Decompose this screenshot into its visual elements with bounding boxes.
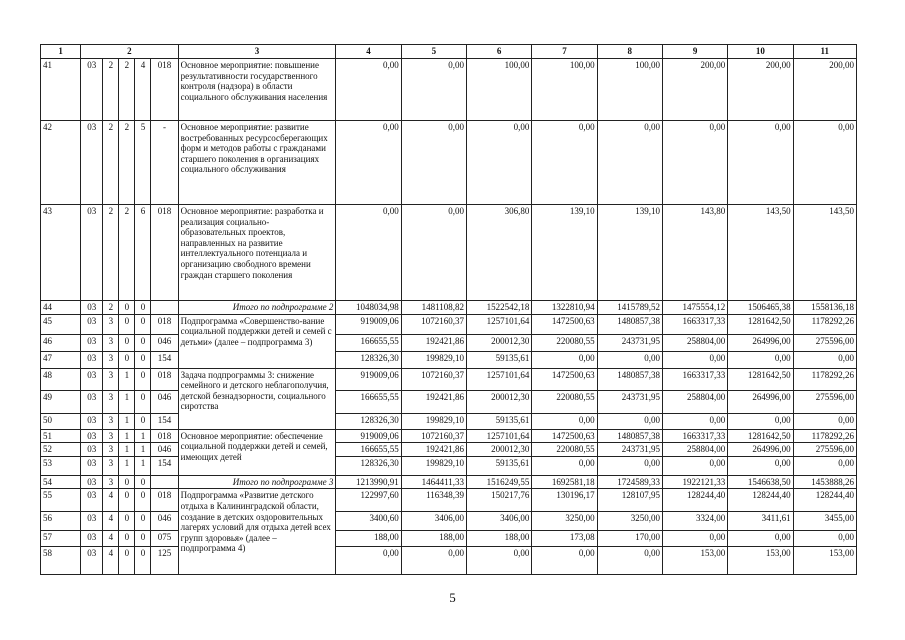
value-cell: 116348,39	[401, 489, 466, 512]
value-cell: 199829,10	[401, 456, 466, 475]
value-cell: 200,00	[728, 59, 793, 121]
value-cell: 0,00	[401, 59, 466, 121]
row-number: 42	[41, 121, 81, 205]
code-cell: 046	[151, 334, 178, 351]
code-cell: 1	[119, 456, 135, 475]
table-row	[41, 59, 857, 121]
header-row	[41, 45, 857, 59]
value-cell: 166655,55	[336, 390, 401, 413]
code-cell: 1	[119, 368, 135, 390]
value-cell: 100,00	[532, 59, 597, 121]
header-cell: 5	[401, 45, 466, 59]
code-cell: 03	[81, 59, 103, 121]
value-cell: 0,00	[662, 413, 727, 429]
code-cell: 03	[81, 390, 103, 413]
code-cell: 0	[135, 314, 151, 334]
description-cell: Основное мероприятие: повышение результативности государственного контроля (надзора) в области социального обслуживания населения	[178, 59, 336, 121]
code-cell: 03	[81, 512, 103, 531]
value-cell: 1178292,26	[793, 429, 856, 443]
value-cell: 1072160,37	[401, 429, 466, 443]
table-body	[41, 45, 857, 575]
code-cell: 0	[119, 351, 135, 368]
code-cell: 1	[119, 443, 135, 457]
code-cell: 018	[151, 205, 178, 301]
value-cell: 1322810,94	[532, 301, 597, 315]
budget-table	[40, 44, 857, 575]
code-cell: 03	[81, 205, 103, 301]
value-cell: 1481108,82	[401, 301, 466, 315]
value-cell: 3250,00	[597, 512, 662, 531]
row-number: 46	[41, 334, 81, 351]
description-cell: Подпрограмма «Развитие детского отдыха в Калининградской области, создание в детских оздоровительных лагерях условий для отдыха детей всех групп здоровья» (далее – подпрограмма 4)	[178, 489, 336, 575]
value-cell: 3455,00	[793, 512, 856, 531]
value-cell: 166655,55	[336, 443, 401, 457]
value-cell: 100,00	[467, 59, 532, 121]
value-cell: 0,00	[662, 531, 727, 547]
code-cell	[151, 475, 178, 489]
header-cell: 3	[178, 45, 336, 59]
value-cell: 139,10	[597, 205, 662, 301]
value-cell: 1724589,33	[597, 475, 662, 489]
code-cell: 0	[135, 489, 151, 512]
value-cell: 153,00	[662, 547, 727, 575]
code-cell: 0	[135, 531, 151, 547]
code-cell: 0	[119, 489, 135, 512]
code-cell: 3	[103, 368, 119, 390]
value-cell: 0,00	[793, 531, 856, 547]
value-cell: 128326,30	[336, 351, 401, 368]
row-number: 54	[41, 475, 81, 489]
value-cell: 1663317,33	[662, 429, 727, 443]
table-row	[41, 547, 857, 575]
code-cell: 03	[81, 368, 103, 390]
value-cell: 1257101,64	[467, 368, 532, 390]
code-cell: 2	[119, 59, 135, 121]
code-cell: 03	[81, 475, 103, 489]
code-cell: 046	[151, 390, 178, 413]
value-cell: 200012,30	[467, 334, 532, 351]
code-cell: 03	[81, 314, 103, 334]
code-cell: 1	[135, 456, 151, 475]
code-cell: 2	[103, 301, 119, 315]
code-cell: 2	[103, 59, 119, 121]
value-cell: 0,00	[793, 351, 856, 368]
row-number: 49	[41, 390, 81, 413]
value-cell: 919009,06	[336, 368, 401, 390]
code-cell: 2	[119, 121, 135, 205]
code-cell: 018	[151, 429, 178, 443]
value-cell: 143,50	[728, 205, 793, 301]
code-cell: 03	[81, 443, 103, 457]
code-cell: 1	[135, 443, 151, 457]
code-cell: 3	[103, 443, 119, 457]
code-cell: 03	[81, 413, 103, 429]
table-row	[41, 301, 857, 315]
value-cell: 0,00	[793, 456, 856, 475]
value-cell: 188,00	[467, 531, 532, 547]
value-cell: 153,00	[728, 547, 793, 575]
value-cell: 188,00	[401, 531, 466, 547]
row-number: 43	[41, 205, 81, 301]
value-cell: 0,00	[532, 413, 597, 429]
code-cell: 0	[119, 512, 135, 531]
code-cell: 0	[135, 512, 151, 531]
value-cell: 0,00	[336, 121, 401, 205]
value-cell: 0,00	[597, 547, 662, 575]
value-cell: 1475554,12	[662, 301, 727, 315]
value-cell: 1453888,26	[793, 475, 856, 489]
code-cell: 4	[103, 531, 119, 547]
value-cell: 1178292,26	[793, 368, 856, 390]
value-cell: 1480857,38	[597, 314, 662, 334]
value-cell: 0,00	[662, 351, 727, 368]
value-cell: 0,00	[401, 547, 466, 575]
code-cell: 4	[135, 59, 151, 121]
code-cell: 03	[81, 301, 103, 315]
description-cell: Основное мероприятие: обеспечение социальной поддержки детей и семей, имеющих детей	[178, 429, 336, 475]
code-cell: 0	[119, 334, 135, 351]
code-cell: 018	[151, 314, 178, 334]
value-cell: 0,00	[728, 351, 793, 368]
row-number: 50	[41, 413, 81, 429]
value-cell: 0,00	[728, 413, 793, 429]
header-cell: 4	[336, 45, 401, 59]
value-cell: 139,10	[532, 205, 597, 301]
row-number: 57	[41, 531, 81, 547]
value-cell: 1472500,63	[532, 368, 597, 390]
value-cell: 0,00	[662, 121, 727, 205]
value-cell: 243731,95	[597, 390, 662, 413]
value-cell: 0,00	[728, 531, 793, 547]
code-cell: 5	[135, 121, 151, 205]
value-cell: 220080,55	[532, 334, 597, 351]
code-cell: 1	[119, 413, 135, 429]
value-cell: 192421,86	[401, 390, 466, 413]
value-cell: 1480857,38	[597, 429, 662, 443]
value-cell: 220080,55	[532, 443, 597, 457]
value-cell: 1480857,38	[597, 368, 662, 390]
code-cell: 0	[135, 475, 151, 489]
value-cell: 1281642,50	[728, 314, 793, 334]
description-cell: Основное мероприятие: развитие востребованных ресурсосберегающих форм и методов работы с гражданами старшего поколения в организациях социального обслуживания	[178, 121, 336, 205]
value-cell: 0,00	[401, 205, 466, 301]
value-cell: 200012,30	[467, 390, 532, 413]
value-cell: 1281642,50	[728, 368, 793, 390]
code-cell: 0	[119, 547, 135, 575]
row-number: 47	[41, 351, 81, 368]
code-cell: 03	[81, 351, 103, 368]
value-cell: 1663317,33	[662, 368, 727, 390]
value-cell: 306,80	[467, 205, 532, 301]
table-row	[41, 205, 857, 301]
value-cell: 192421,86	[401, 443, 466, 457]
code-cell: 0	[119, 301, 135, 315]
value-cell: 0,00	[597, 413, 662, 429]
value-cell: 3324,00	[662, 512, 727, 531]
table-row	[41, 456, 857, 475]
code-cell: 0	[135, 351, 151, 368]
value-cell: 199829,10	[401, 413, 466, 429]
header-cell: 7	[532, 45, 597, 59]
value-cell: 0,00	[728, 456, 793, 475]
row-number: 58	[41, 547, 81, 575]
header-cell: 8	[597, 45, 662, 59]
value-cell: 1048034,98	[336, 301, 401, 315]
code-cell: 03	[81, 547, 103, 575]
value-cell: 1692581,18	[532, 475, 597, 489]
code-cell: 4	[103, 512, 119, 531]
value-cell: 1257101,64	[467, 314, 532, 334]
value-cell: 258804,00	[662, 390, 727, 413]
value-cell: 3406,00	[401, 512, 466, 531]
code-cell: 2	[103, 121, 119, 205]
code-cell: 125	[151, 547, 178, 575]
table-row	[41, 314, 857, 334]
code-cell: 3	[103, 413, 119, 429]
value-cell: 264996,00	[728, 443, 793, 457]
value-cell: 1558136,18	[793, 301, 856, 315]
value-cell: 1663317,33	[662, 314, 727, 334]
table-row	[41, 413, 857, 429]
value-cell: 1072160,37	[401, 368, 466, 390]
header-cell: 9	[662, 45, 727, 59]
value-cell: 1178292,26	[793, 314, 856, 334]
subtotal-label: Итого по подпрограмме 2	[178, 301, 336, 315]
code-cell: 018	[151, 368, 178, 390]
table-row	[41, 368, 857, 390]
code-cell: 03	[81, 429, 103, 443]
description-cell: Основное мероприятие: разработка и реализация социально-образовательных проектов, направленных на развитие интеллектуального потенциала и организацию свободного времени граждан старшего поколения	[178, 205, 336, 301]
value-cell: 0,00	[336, 59, 401, 121]
value-cell: 192421,86	[401, 334, 466, 351]
value-cell: 0,00	[532, 547, 597, 575]
code-cell: 0	[135, 413, 151, 429]
subtotal-label: Итого по подпрограмме 3	[178, 475, 336, 489]
value-cell: 0,00	[532, 456, 597, 475]
table-row	[41, 121, 857, 205]
value-cell: 122997,60	[336, 489, 401, 512]
row-number: 55	[41, 489, 81, 512]
header-cell: 1	[41, 45, 81, 59]
value-cell: 0,00	[336, 547, 401, 575]
value-cell: 100,00	[597, 59, 662, 121]
value-cell: 200,00	[662, 59, 727, 121]
value-cell: 0,00	[597, 121, 662, 205]
header-cell: 6	[467, 45, 532, 59]
description-cell: Задача подпрограммы 3: снижение семейного и детского неблагополучия, детской безнадзорности, социального сиротства	[178, 368, 336, 429]
value-cell: 264996,00	[728, 334, 793, 351]
header-cell: 11	[793, 45, 856, 59]
header-cell: 2	[81, 45, 178, 59]
code-cell: 075	[151, 531, 178, 547]
code-cell: 3	[103, 314, 119, 334]
value-cell: 0,00	[467, 121, 532, 205]
value-cell: 243731,95	[597, 334, 662, 351]
value-cell: 1472500,63	[532, 314, 597, 334]
value-cell: 128326,30	[336, 456, 401, 475]
value-cell: 275596,00	[793, 390, 856, 413]
code-cell: 03	[81, 334, 103, 351]
value-cell: 188,00	[336, 531, 401, 547]
code-cell: 3	[103, 351, 119, 368]
code-cell: 0	[135, 547, 151, 575]
value-cell: 1213990,91	[336, 475, 401, 489]
code-cell: 3	[103, 456, 119, 475]
code-cell: 0	[135, 334, 151, 351]
code-cell: 018	[151, 489, 178, 512]
value-cell: 275596,00	[793, 443, 856, 457]
code-cell: 154	[151, 456, 178, 475]
value-cell: 0,00	[532, 351, 597, 368]
code-cell: 0	[135, 390, 151, 413]
value-cell: 128244,40	[728, 489, 793, 512]
code-cell: 0	[119, 314, 135, 334]
code-cell: 0	[119, 475, 135, 489]
value-cell: 3400,60	[336, 512, 401, 531]
value-cell: 1472500,63	[532, 429, 597, 443]
code-cell: 154	[151, 351, 178, 368]
code-cell: 6	[135, 205, 151, 301]
code-cell: 046	[151, 443, 178, 457]
code-cell: 018	[151, 59, 178, 121]
row-number: 44	[41, 301, 81, 315]
value-cell: 919009,06	[336, 314, 401, 334]
value-cell: 1281642,50	[728, 429, 793, 443]
value-cell: 0,00	[467, 547, 532, 575]
value-cell: 1415789,52	[597, 301, 662, 315]
value-cell: 0,00	[597, 351, 662, 368]
value-cell: 0,00	[728, 121, 793, 205]
code-cell: 0	[135, 301, 151, 315]
value-cell: 3250,00	[532, 512, 597, 531]
code-cell: 03	[81, 121, 103, 205]
value-cell: 1522542,18	[467, 301, 532, 315]
table-row	[41, 351, 857, 368]
value-cell: 170,00	[597, 531, 662, 547]
table-row	[41, 390, 857, 413]
value-cell: 130196,17	[532, 489, 597, 512]
value-cell: 173,08	[532, 531, 597, 547]
code-cell: 03	[81, 489, 103, 512]
code-cell: 1	[119, 390, 135, 413]
row-number: 52	[41, 443, 81, 457]
value-cell: 264996,00	[728, 390, 793, 413]
value-cell: 1516249,55	[467, 475, 532, 489]
table-row	[41, 531, 857, 547]
value-cell: 0,00	[662, 456, 727, 475]
page-number: 5	[449, 590, 456, 605]
code-cell: 154	[151, 413, 178, 429]
value-cell: 919009,06	[336, 429, 401, 443]
value-cell: 153,00	[793, 547, 856, 575]
row-number: 41	[41, 59, 81, 121]
code-cell: 3	[103, 475, 119, 489]
value-cell: 128326,30	[336, 413, 401, 429]
value-cell: 220080,55	[532, 390, 597, 413]
code-cell: 0	[135, 368, 151, 390]
table-row	[41, 475, 857, 489]
value-cell: 3406,00	[467, 512, 532, 531]
table-row	[41, 489, 857, 512]
value-cell: 59135,61	[467, 456, 532, 475]
code-cell: 3	[103, 334, 119, 351]
row-number: 56	[41, 512, 81, 531]
row-number: 53	[41, 456, 81, 475]
code-cell: 0	[119, 531, 135, 547]
code-cell: 03	[81, 531, 103, 547]
value-cell: 243731,95	[597, 443, 662, 457]
value-cell: 1506465,38	[728, 301, 793, 315]
value-cell: 0,00	[597, 456, 662, 475]
value-cell: 0,00	[336, 205, 401, 301]
row-number: 45	[41, 314, 81, 334]
code-cell: 2	[119, 205, 135, 301]
value-cell: 258804,00	[662, 334, 727, 351]
code-cell: 1	[119, 429, 135, 443]
table-row	[41, 334, 857, 351]
value-cell: 1922121,33	[662, 475, 727, 489]
value-cell: 3411,61	[728, 512, 793, 531]
code-cell: 03	[81, 456, 103, 475]
row-number: 51	[41, 429, 81, 443]
table-row	[41, 512, 857, 531]
value-cell: 150217,76	[467, 489, 532, 512]
code-cell: 1	[135, 429, 151, 443]
value-cell: 1072160,37	[401, 314, 466, 334]
value-cell: 1257101,64	[467, 429, 532, 443]
value-cell: 143,80	[662, 205, 727, 301]
value-cell: 128244,40	[662, 489, 727, 512]
value-cell: 59135,61	[467, 413, 532, 429]
value-cell: 59135,61	[467, 351, 532, 368]
value-cell: 200012,30	[467, 443, 532, 457]
code-cell: 4	[103, 489, 119, 512]
code-cell: 3	[103, 390, 119, 413]
value-cell: 166655,55	[336, 334, 401, 351]
code-cell: 046	[151, 512, 178, 531]
value-cell: 128107,95	[597, 489, 662, 512]
value-cell: 143,50	[793, 205, 856, 301]
code-cell	[151, 301, 178, 315]
description-cell: Подпрограмма «Совершенство-вание социальной поддержки детей и семей с детьми» (далее – подпрограмма 3)	[178, 314, 336, 368]
code-cell: -	[151, 121, 178, 205]
code-cell: 3	[103, 429, 119, 443]
value-cell: 1464411,33	[401, 475, 466, 489]
value-cell: 200,00	[793, 59, 856, 121]
value-cell: 275596,00	[793, 334, 856, 351]
value-cell: 0,00	[793, 121, 856, 205]
value-cell: 128244,40	[793, 489, 856, 512]
value-cell: 0,00	[793, 413, 856, 429]
value-cell: 0,00	[532, 121, 597, 205]
table-row	[41, 443, 857, 457]
header-cell: 10	[728, 45, 793, 59]
value-cell: 258804,00	[662, 443, 727, 457]
value-cell: 199829,10	[401, 351, 466, 368]
code-cell: 4	[103, 547, 119, 575]
code-cell: 2	[103, 205, 119, 301]
value-cell: 1546638,50	[728, 475, 793, 489]
table-row	[41, 429, 857, 443]
row-number: 48	[41, 368, 81, 390]
value-cell: 0,00	[401, 121, 466, 205]
